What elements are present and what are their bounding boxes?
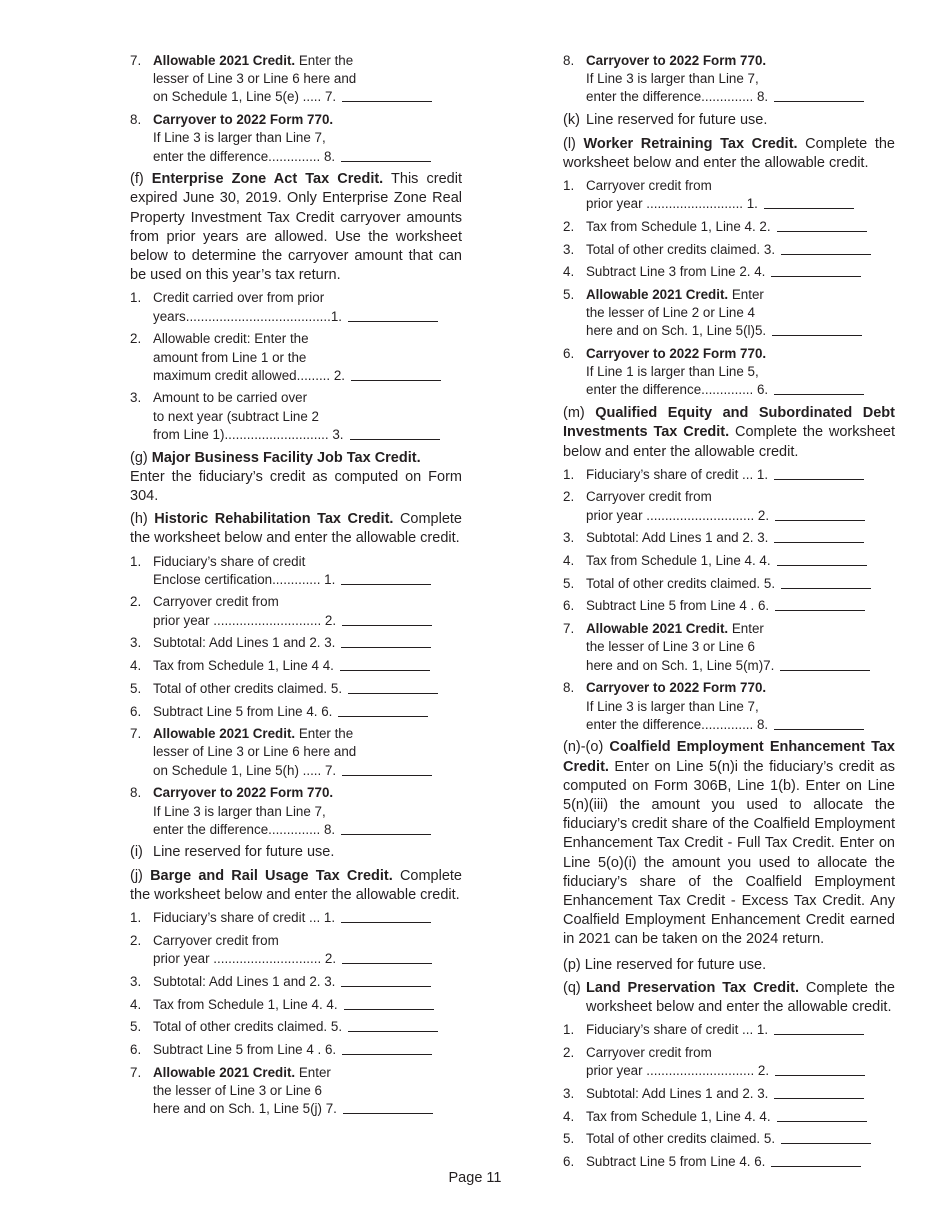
section-body: Complete the worksheet below and enter the allowable credit.	[586, 980, 895, 1016]
section-g	[130, 449, 462, 507]
section-label: (h)	[130, 511, 155, 528]
line-m7	[563, 620, 895, 675]
line-text: Enclose certification............. 1.	[153, 571, 462, 589]
line-title: Carryover to 2022 Form 770.	[153, 112, 334, 128]
line-l6	[563, 345, 895, 400]
line-text: Subtotal: Add Lines 1 and 2. 3.	[153, 634, 462, 652]
section-m	[563, 404, 895, 462]
line-title: Allowable 2021 Credit.	[586, 286, 729, 302]
line-number: 1.	[130, 553, 142, 569]
line-number: 4.	[130, 658, 142, 674]
line-number: 7.	[130, 1064, 142, 1080]
line-number: 4.	[563, 1108, 575, 1124]
line-h7	[130, 725, 462, 780]
section-label: (n)-(o)	[563, 739, 610, 756]
line-number: 5.	[563, 1131, 575, 1147]
section-p	[563, 956, 895, 975]
section-h	[130, 510, 462, 548]
section-title: Land Preservation Tax Credit.	[586, 980, 799, 997]
line-title: Carryover to 2022 Form 770.	[586, 346, 767, 362]
line-text: Carryover credit from	[153, 594, 279, 610]
section-label: (k)	[563, 112, 580, 129]
section-body: Complete the worksheet below and enter the allowable credit.	[563, 424, 895, 460]
line-text: to next year (subtract Line 2	[153, 408, 319, 424]
line-text: enter the difference.............. 8.	[153, 148, 462, 166]
line-number: 7.	[130, 726, 142, 742]
line-q3	[563, 1085, 895, 1103]
line-number: 2.	[563, 489, 575, 505]
line-text: enter the difference.............. 6.	[586, 381, 895, 399]
line-text: enter the difference.............. 8.	[586, 716, 895, 734]
line-text: maximum credit allowed......... 2.	[153, 367, 462, 385]
line-j3	[130, 973, 462, 991]
line-number: 6.	[130, 703, 142, 719]
section-title: Historic Rehabilitation Tax Credit.	[154, 511, 394, 528]
line-e7	[130, 52, 462, 107]
section-body: Complete the worksheet below and enter the allowable credit.	[563, 135, 895, 171]
line-text: Total of other credits claimed. 5.	[153, 680, 462, 698]
line-text: here and on Sch. 1, Line 5(m)7.	[586, 657, 895, 675]
line-text: Subtotal: Add Lines 1 and 2. 3.	[586, 1085, 895, 1103]
line-number: 7.	[563, 621, 575, 637]
line-text: here and on Sch. 1, Line 5(j) 7.	[153, 1100, 462, 1118]
line-number: 4.	[130, 996, 142, 1012]
line-number: 5.	[563, 286, 575, 302]
line-m1	[563, 466, 895, 484]
line-title: Allowable 2021 Credit.	[153, 53, 296, 68]
line-title: Allowable 2021 Credit.	[153, 1064, 296, 1080]
section-label: (q)	[563, 980, 581, 997]
line-q5	[563, 1130, 895, 1148]
line-number: 8.	[130, 785, 142, 801]
line-number: 6.	[563, 598, 575, 614]
line-h8	[130, 784, 462, 839]
line-text: the lesser of Line 2 or Line 4	[586, 305, 755, 321]
line-number: 5.	[563, 575, 575, 591]
line-number: 2.	[563, 218, 575, 234]
line-text: Carryover credit from	[586, 1045, 712, 1061]
line-text: Tax from Schedule 1, Line 4. 2.	[586, 218, 895, 236]
line-j5	[130, 1018, 462, 1036]
line-m8	[563, 679, 895, 734]
line-l3	[563, 241, 895, 259]
line-text: Enter the	[295, 53, 354, 68]
line-text: Carryover credit from	[586, 177, 712, 193]
line-number: 1.	[563, 466, 575, 482]
page-number: Page 11	[448, 1170, 502, 1186]
line-h2	[130, 593, 462, 629]
line-number: 6.	[130, 1041, 142, 1057]
line-number: 5.	[130, 680, 142, 696]
section-k	[563, 111, 895, 130]
section-body: This credit expired June 30, 2019. Only Enterprise Zone Real Property Investment Tax Credit carryover amounts from prior years are allowed. Use the worksheet below to determine the carryover amount that can be used on this year’s tax return.	[130, 171, 462, 284]
line-m4	[563, 552, 895, 570]
line-q6	[563, 1153, 895, 1171]
line-text: Subtract Line 5 from Line 4. 6.	[586, 1153, 895, 1171]
line-number: 6.	[563, 1154, 575, 1170]
line-text: enter the difference.............. 8.	[586, 88, 895, 106]
section-title: Worker Retraining Tax Credit.	[583, 135, 798, 152]
line-text: prior year .......................... 1.	[586, 195, 895, 213]
section-label: (g)	[130, 449, 152, 466]
line-text: Enter the	[295, 726, 354, 742]
line-text: Fiduciary’s share of credit ... 1.	[586, 1021, 895, 1039]
line-text: Subtract Line 5 from Line 4 . 6.	[586, 597, 895, 615]
line-h1	[130, 553, 462, 589]
line-m3	[563, 529, 895, 547]
line-text: Total of other credits claimed. 5.	[586, 575, 895, 593]
line-text: Total of other credits claimed. 5.	[586, 1130, 895, 1148]
line-text: the lesser of Line 3 or Line 6	[586, 639, 755, 655]
line-text: lesser of Line 3 or Line 6 here and	[153, 744, 357, 760]
line-text: Enter	[295, 1064, 331, 1080]
line-text: prior year ............................. 2.	[153, 950, 462, 968]
line-text: Amount to be carried over	[153, 390, 308, 406]
line-text: Subtract Line 5 from Line 4. 6.	[153, 703, 462, 721]
line-number: 6.	[563, 346, 575, 362]
section-title: Coalfield Employment Enhancement Tax Credit.	[563, 739, 895, 775]
line-text: years.......................................1.	[153, 308, 462, 326]
line-text: Tax from Schedule 1, Line 4. 4.	[153, 996, 462, 1014]
section-title: Major Business Facility Job Tax Credit.	[151, 449, 421, 466]
line-l1	[563, 177, 895, 213]
line-number: 8.	[563, 53, 575, 68]
line-text: Total of other credits claimed. 3.	[586, 241, 895, 259]
line-number: 7.	[130, 53, 142, 68]
line-text: Total of other credits claimed. 5.	[153, 1018, 462, 1036]
line-h6	[130, 703, 462, 721]
section-label: (f)	[130, 171, 152, 188]
line-number: 4.	[563, 264, 575, 280]
section-body: (p) Line reserved for future use.	[563, 956, 767, 973]
line-h4	[130, 657, 462, 675]
line-text: enter the difference.............. 8.	[153, 821, 462, 839]
line-text: Tax from Schedule 1, Line 4 4.	[153, 657, 462, 675]
line-j8	[563, 52, 895, 107]
line-m2	[563, 488, 895, 524]
right-column	[563, 52, 895, 1176]
line-number: 3.	[563, 241, 575, 257]
line-number: 4.	[563, 553, 575, 569]
line-text: Carryover credit from	[153, 932, 279, 948]
section-label: (m)	[563, 405, 596, 422]
line-text: lesser of Line 3 or Line 6 here and	[153, 71, 357, 87]
line-number: 8.	[563, 680, 575, 696]
section-label: (j)	[130, 867, 151, 884]
line-text: If Line 3 is larger than Line 7,	[153, 803, 326, 819]
line-number: 1.	[130, 910, 142, 926]
line-e8	[130, 111, 462, 166]
line-number: 3.	[130, 390, 142, 406]
line-number: 3.	[563, 1086, 575, 1102]
line-text: Subtract Line 5 from Line 4 . 6.	[153, 1041, 462, 1059]
line-text: prior year ............................. 2.	[586, 507, 895, 525]
line-number: 2.	[130, 331, 142, 347]
line-f3	[130, 389, 462, 444]
line-text: on Schedule 1, Line 5(h) ..... 7.	[153, 762, 462, 780]
section-title: Enterprise Zone Act Tax Credit.	[151, 171, 384, 188]
line-number: 3.	[130, 973, 142, 989]
section-i	[130, 843, 462, 862]
left-column	[130, 52, 462, 1123]
line-q2	[563, 1044, 895, 1080]
line-text: amount from Line 1 or the	[153, 349, 307, 365]
section-body: Line reserved for future use.	[153, 844, 335, 861]
section-l	[563, 135, 895, 173]
section-label: (l)	[563, 135, 584, 152]
line-text: prior year ............................. 2.	[586, 1062, 895, 1080]
line-text: on Schedule 1, Line 5(e) ..... 7.	[153, 88, 462, 106]
line-h3	[130, 634, 462, 652]
line-title: Allowable 2021 Credit.	[153, 726, 296, 742]
line-text: the lesser of Line 3 or Line 6	[153, 1082, 322, 1098]
line-text: If Line 3 is larger than Line 7,	[586, 71, 759, 87]
section-f	[130, 170, 462, 285]
section-j	[130, 867, 462, 905]
line-number: 1.	[563, 1022, 575, 1038]
line-l4	[563, 263, 895, 281]
line-l2	[563, 218, 895, 236]
line-number: 1.	[130, 290, 142, 306]
section-body: Enter the fiduciary’s credit as computed on Form 304.	[130, 468, 462, 504]
line-number: 3.	[563, 530, 575, 546]
line-m6	[563, 597, 895, 615]
line-text: Tax from Schedule 1, Line 4. 4.	[586, 1108, 895, 1126]
line-text: If Line 1 is larger than Line 5,	[586, 364, 759, 380]
line-l5	[563, 286, 895, 341]
line-text: Enter	[728, 286, 764, 302]
line-text: If Line 3 is larger than Line 7,	[586, 698, 759, 714]
line-text: Enter	[728, 621, 764, 637]
line-j4	[130, 996, 462, 1014]
line-f2	[130, 330, 462, 385]
line-text: Carryover credit from	[586, 489, 712, 505]
line-number: 5.	[130, 1019, 142, 1035]
section-body: Complete the worksheet below and enter the allowable credit.	[130, 511, 462, 547]
line-text: here and on Sch. 1, Line 5(l)5.	[586, 322, 895, 340]
line-number: 2.	[130, 594, 142, 610]
line-text: Fiduciary’s share of credit ... 1.	[586, 466, 895, 484]
line-j6	[130, 1041, 462, 1059]
section-body: Complete the worksheet below and enter the allowable credit.	[130, 867, 462, 904]
line-text: Allowable credit: Enter the	[153, 331, 309, 347]
line-text: Tax from Schedule 1, Line 4. 4.	[586, 552, 895, 570]
line-number: 2.	[563, 1045, 575, 1061]
section-title: Qualified Equity and Subordinated Debt Investments Tax Credit.	[563, 405, 895, 441]
line-number: 8.	[130, 112, 142, 128]
line-text: Fiduciary’s share of credit ... 1.	[153, 909, 462, 927]
line-j1	[130, 909, 462, 927]
line-j7	[130, 1064, 462, 1119]
line-text: Subtract Line 3 from Line 2. 4.	[586, 263, 895, 281]
section-body: Enter on Line 5(n)i the fiduciary’s credit as computed on Form 306B, Line 1(b). Enter on Line 5(n)(iii) the amount you used to allocate the fiduciary’s credit share of the Coalfield Employment Enhancement Tax Credit - Full Tax Credit. Enter on Line 5(o)(i) the amount you used to allocate the fiduciary’s share of the Coalfield Employment Enhancement Tax Credit - Excess Tax Credit. Any Coalfield Employment Enhancement Credit earned in 2021 can be taken on the 2024 return.	[563, 758, 895, 948]
section-n-o	[563, 738, 895, 949]
line-q1	[563, 1021, 895, 1039]
line-text: Subtotal: Add Lines 1 and 2. 3.	[586, 529, 895, 547]
line-number: 2.	[130, 932, 142, 948]
line-j2	[130, 932, 462, 968]
line-title: Carryover to 2022 Form 770.	[586, 680, 767, 696]
line-text: Credit carried over from prior	[153, 290, 325, 306]
section-q	[563, 979, 895, 1017]
line-f1	[130, 289, 462, 325]
line-m5	[563, 575, 895, 593]
line-h5	[130, 680, 462, 698]
line-text: If Line 3 is larger than Line 7,	[153, 130, 326, 146]
line-text: prior year ............................. 2.	[153, 612, 462, 630]
line-text: Subtotal: Add Lines 1 and 2. 3.	[153, 973, 462, 991]
line-number: 3.	[130, 635, 142, 651]
line-q4	[563, 1108, 895, 1126]
line-text: Fiduciary’s share of credit	[153, 553, 306, 569]
line-number: 1.	[563, 177, 575, 193]
section-label: (i)	[130, 844, 143, 861]
section-body: Line reserved for future use.	[586, 112, 768, 129]
section-title: Barge and Rail Usage Tax Credit.	[150, 867, 393, 884]
line-title: Allowable 2021 Credit.	[586, 621, 729, 637]
line-title: Carryover to 2022 Form 770.	[153, 785, 334, 801]
line-title: Carryover to 2022 Form 770.	[586, 53, 767, 68]
line-text: from Line 1)............................ 3.	[153, 426, 462, 444]
